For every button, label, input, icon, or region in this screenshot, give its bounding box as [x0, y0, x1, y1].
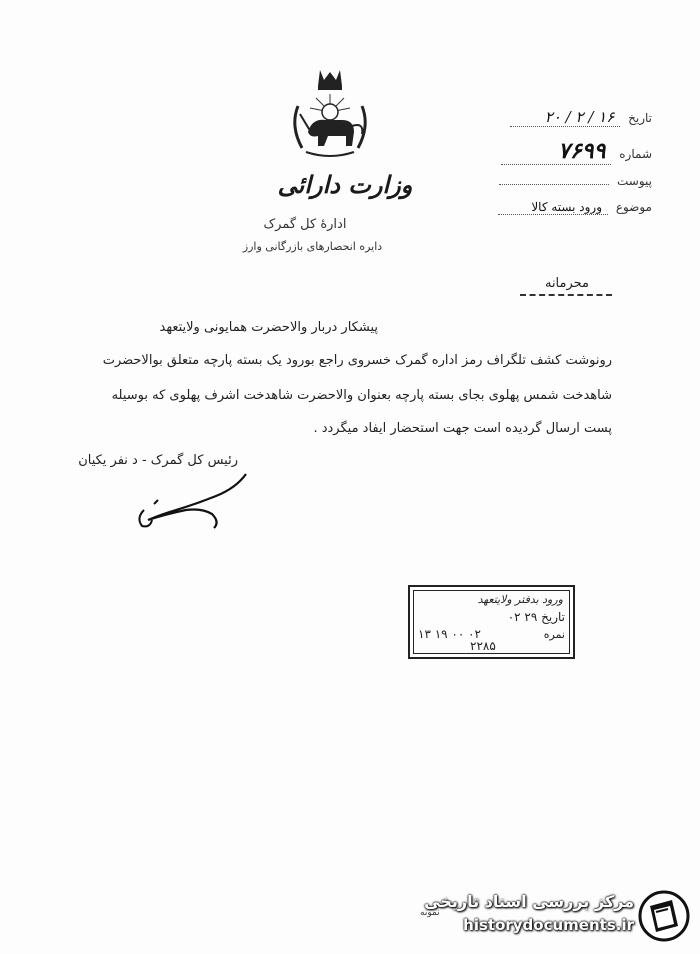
number-field — [501, 138, 652, 165]
handwritten-signature — [126, 470, 266, 530]
department-name: دایره انحصارهای بازرگانی وارز — [242, 240, 383, 253]
stamp-date-digits: ۱۳ ۱۹ ۰۰ ۰۲ — [418, 627, 482, 641]
stamp-date: تاریخ ۲۹ ۰۲ — [507, 610, 565, 624]
archive-watermark — [420, 890, 690, 942]
letter-body-line: شاهدخت شمس پهلوی بجای بسته پارچه بعنوان والاحضرت شاهدخت اشرف پهلوی که بوسیله — [111, 388, 612, 403]
watermark-url: historydocuments.ir — [463, 916, 634, 934]
receipt-stamp — [408, 585, 575, 659]
confidential-underline — [520, 294, 612, 296]
attachment-field — [499, 174, 652, 188]
signer-title: رئیس کل گمرک - د نفر یکیان — [78, 453, 238, 468]
lion-and-sun-emblem — [282, 66, 378, 166]
number-label: شماره — [619, 147, 652, 161]
stamp-number: ۲۲۸۵ — [470, 639, 496, 653]
letter-body-line: پست ارسال گردیده است جهت استحضار ایفاد میگردد . — [313, 421, 612, 436]
date-label: تاریخ — [628, 111, 652, 125]
date-field — [510, 108, 652, 127]
confidential-mark: محرمانه — [544, 276, 590, 291]
subject-value: ورود بسته کالا — [531, 200, 602, 214]
stamp-office: ورود بدفتر ولایتعهد — [477, 593, 563, 606]
ministry-title: وزارت دارائی — [277, 170, 413, 199]
number-value: ۷۶۹۹ — [558, 138, 606, 164]
subject-field — [498, 200, 652, 215]
letter-body-line: رونوشت کشف تلگراف رمز اداره گمرک خسروی راجع بورود یک بسته پارچه متعلق بوالاحضرت — [102, 353, 612, 368]
letter-salutation: پیشکار دربار والاحضرت همایونی ولایتعهد — [159, 320, 378, 335]
attachment-label: پیوست — [617, 174, 652, 188]
archive-logo-icon — [638, 890, 690, 942]
date-value: ۱۶ / ۲ / ۲۰ — [544, 108, 615, 126]
stamp-number-label: نمره — [543, 628, 565, 641]
watermark-side-text: نمونه — [420, 908, 440, 918]
office-name: ادارهٔ کل گمرک — [263, 217, 347, 232]
watermark-title: مرکز بررسی اسناد تاریخی — [424, 892, 634, 911]
subject-label: موضوع — [615, 200, 652, 214]
